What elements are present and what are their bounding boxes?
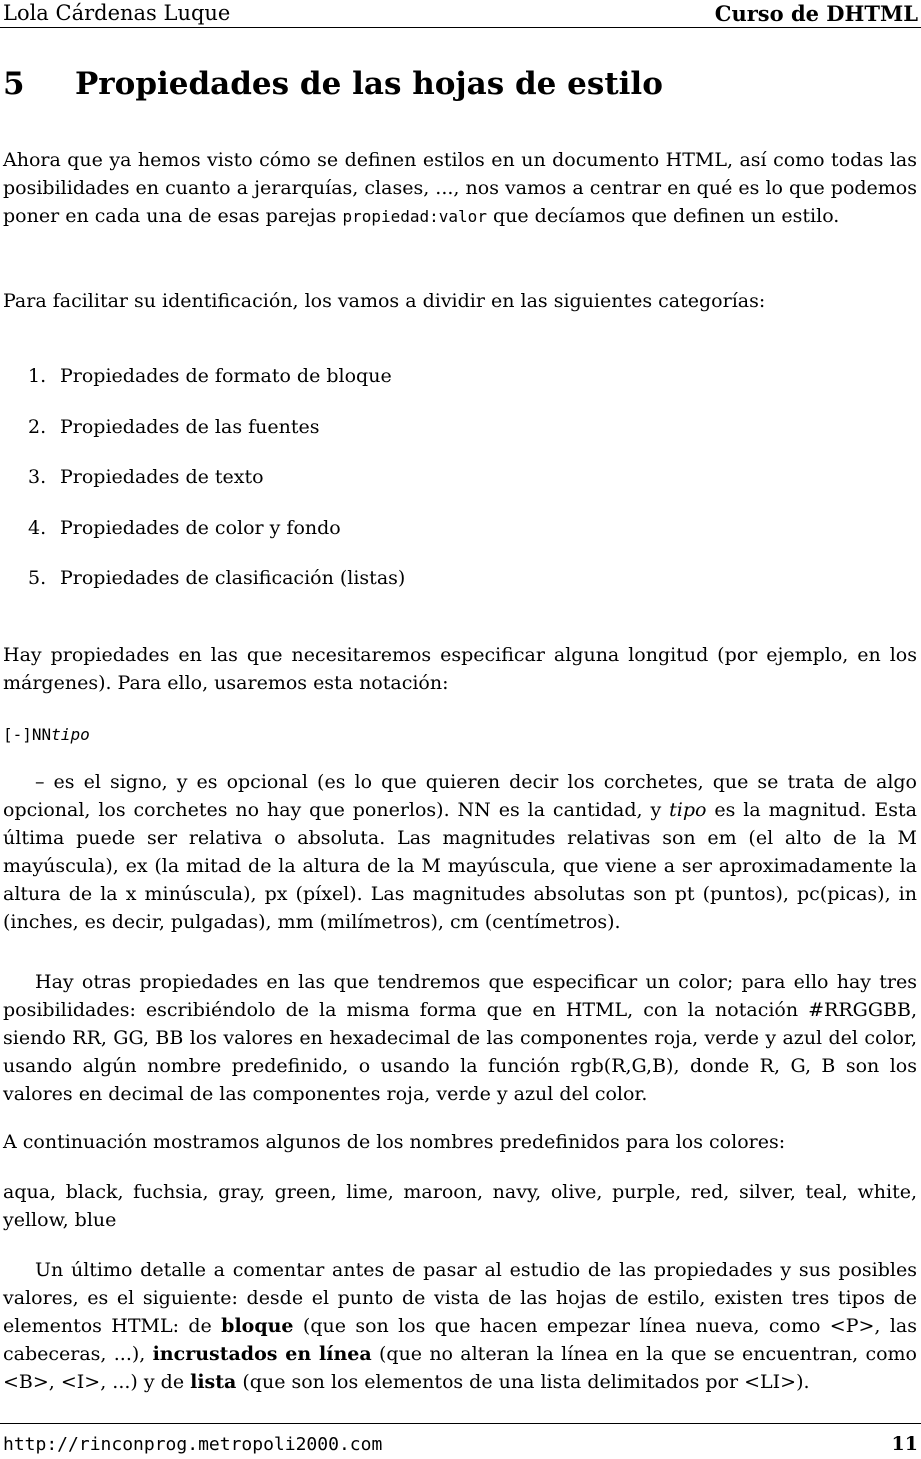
categories-list [28,360,405,613]
intro-code: propiedad:valor [342,207,487,226]
list-item: 2. Propiedades de las fuentes [28,415,320,438]
running-header [3,0,918,26]
notation-line [3,720,917,749]
list-item: 5. Propiedades de clasificación (listas) [28,567,406,589]
page-number: 11 [891,1433,918,1455]
intro-text-end: que decíamos que definen un estilo. [486,205,840,227]
list-item: 3. Propiedades de texto [28,466,264,488]
notation-bracket: [-] [3,725,32,744]
section-number: 5 [3,66,25,102]
sign-paragraph: – es el signo, y es opcional (es lo que quieren decir los corchetes, que se trata de algo opcional, los corchetes no hay que ponerlos). NN es la cantidad, y tipo es la magnitud. Esta última puede ser relativa o absoluta. Las magnitudes relativas son em (el alto de la M mayúscula), ex (la mitad de la altura de la M mayúscula, que viene a ser aproximadamente la altura de la x minúscula), px (píxel). Las magnitudes absolutas son pt (puntos), pc(picas), in (inches, es decir, pulgadas), mm (milímetros), cm (centímetros). [3,771,917,933]
notation-type: tipo [51,725,90,744]
color-names: aqua, black, fuchsia, gray, green, lime, maroon, navy, olive, purple, red, silver, teal, white, yellow, blue [3,1181,917,1231]
section-title: Propiedades de las hojas de estilo [75,66,663,102]
color-paragraph: Hay otras propiedades en las que tendremos que especificar un color; para ello hay tres posibilidades: escribiéndolo de la misma forma que en HTML, con la notación #RRGGBB, siendo RR, GG, BB los valores en hexadecimal de las componentes roja, verde y azul del color, usando algún nombre predefinido, o usando la función rgb(R,G,B), donde R, G, B son los valores en decimal de las componentes roja, verde y azul del color. [3,971,917,1105]
length-intro: Hay propiedades en las que necesitaremos especificar alguna longitud (por ejemplo, en los márgenes). Para ello, usaremos esta notación: [3,644,917,694]
intro-text: Ahora que ya hemos visto cómo se definen estilos en un documento HTML, así como todas las posibilidades en cuanto a jerarquías, clases, ..., nos vamos a centrar en qué es lo que podemos poner en cada una de esas parejas [3,149,917,227]
list-item: 1. Propiedades de formato de bloque [28,365,392,387]
list-item: 4. Propiedades de color y fondo [28,516,341,539]
running-footer [3,1429,918,1459]
header-rule [0,27,921,28]
header-course: Curso de DHTML [714,0,918,26]
section-heading [3,62,903,106]
names-intro: A continuación mostramos algunos de los nombres predefinidos para los colores: [3,1131,786,1153]
notation-code: NN [31,725,52,744]
intro-paragraph [3,146,917,231]
footer-rule [0,1423,921,1424]
header-author: Lola Cárdenas Luque [3,1,231,25]
last-paragraph: Un último detalle a comentar antes de pasar al estudio de las propiedades y sus posibles valores, es el siguiente: desde el punto de vista de las hojas de estilo, existen tres tipos de elementos HTML: de bloque (que son los que hacen empezar línea nueva, como <P>, las cabeceras, ...), incrustados en línea (que no alteran la línea en la que se encuentran, como <B>, <I>, ...) y de lista (que son los elementos de una lista delimitados por <LI>). [3,1259,917,1393]
footer-url: http://rinconprog.metropoli2000.com [3,1433,383,1455]
categories-intro: Para facilitar su identificación, los vamos a dividir en las siguientes categorías: [3,290,766,312]
